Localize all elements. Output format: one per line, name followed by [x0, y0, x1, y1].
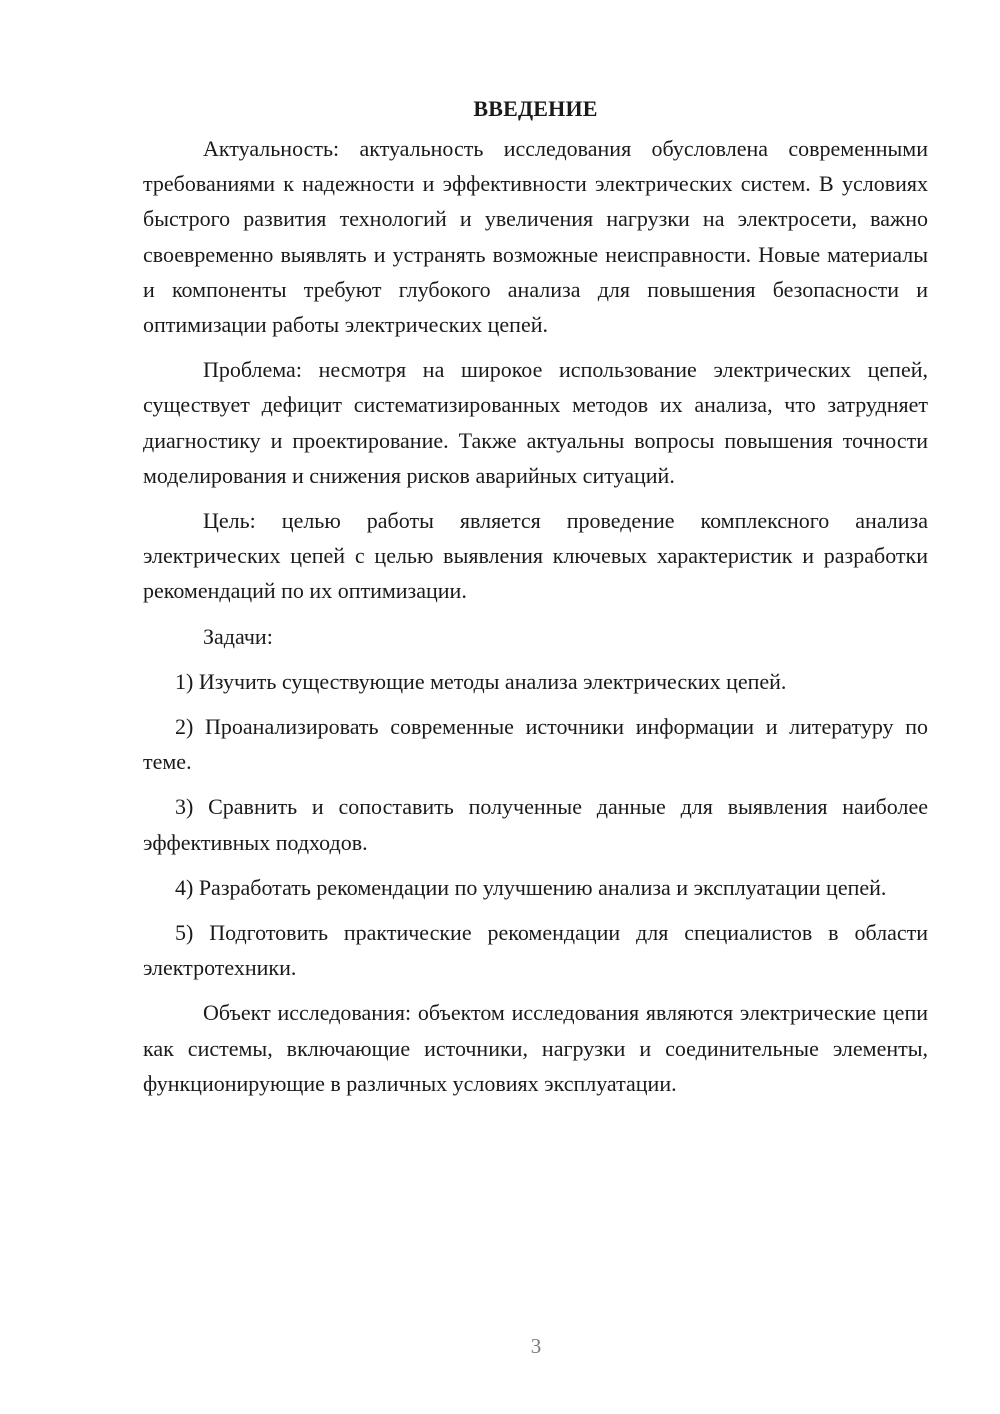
goal-paragraph: Цель: целью работы является проведение комплексного анализа электрических цепей с целью выявления ключевых характеристик и разработки рекомендаций по их оптимизации.	[143, 508, 928, 604]
page-number: 3	[530, 1334, 542, 1358]
object-paragraph: Объект исследования: объектом исследования являются электрические цепи как системы, включающие источники, нагрузки и соединительные элементы, функционирующие в различных условиях эксплуатации.	[143, 1000, 928, 1096]
task-item: 2) Проанализировать современные источники информации и литературу по теме.	[143, 714, 928, 775]
task-item: 1) Изучить существующие методы анализа электрических цепей.	[175, 668, 787, 694]
relevance-paragraph: Актуальность: актуальность исследования обусловлена современными требованиями к надежности и эффективности электрических систем. В условиях быстрого развития технологий и увеличения нагрузки на электросети, важно своевременно выявлять и устранять возможные неисправности. Новые материалы и компоненты требуют глубокого анализа для повышения безопасности и оптимизации работы электрических цепей.	[143, 136, 928, 338]
task-item: 3) Сравнить и сопоставить полученные данные для выявления наиболее эффективных подходов.	[143, 794, 928, 855]
task-item: 4) Разработать рекомендации по улучшению анализа и эксплуатации цепей.	[175, 874, 887, 900]
problem-paragraph: Проблема: несмотря на широкое использование электрических цепей, существует дефицит систематизированных методов их анализа, что затрудняет диагностику и проектирование. Также актуальны вопросы повышения точности моделирования и снижения рисков аварийных ситуаций.	[143, 357, 928, 488]
document-page	[143, 92, 928, 1111]
tasks-label: Задачи:	[203, 623, 273, 649]
task-item: 5) Подготовить практические рекомендации для специалистов в области электротехники.	[143, 920, 928, 981]
section-heading: ВВЕДЕНИЕ	[473, 96, 598, 121]
